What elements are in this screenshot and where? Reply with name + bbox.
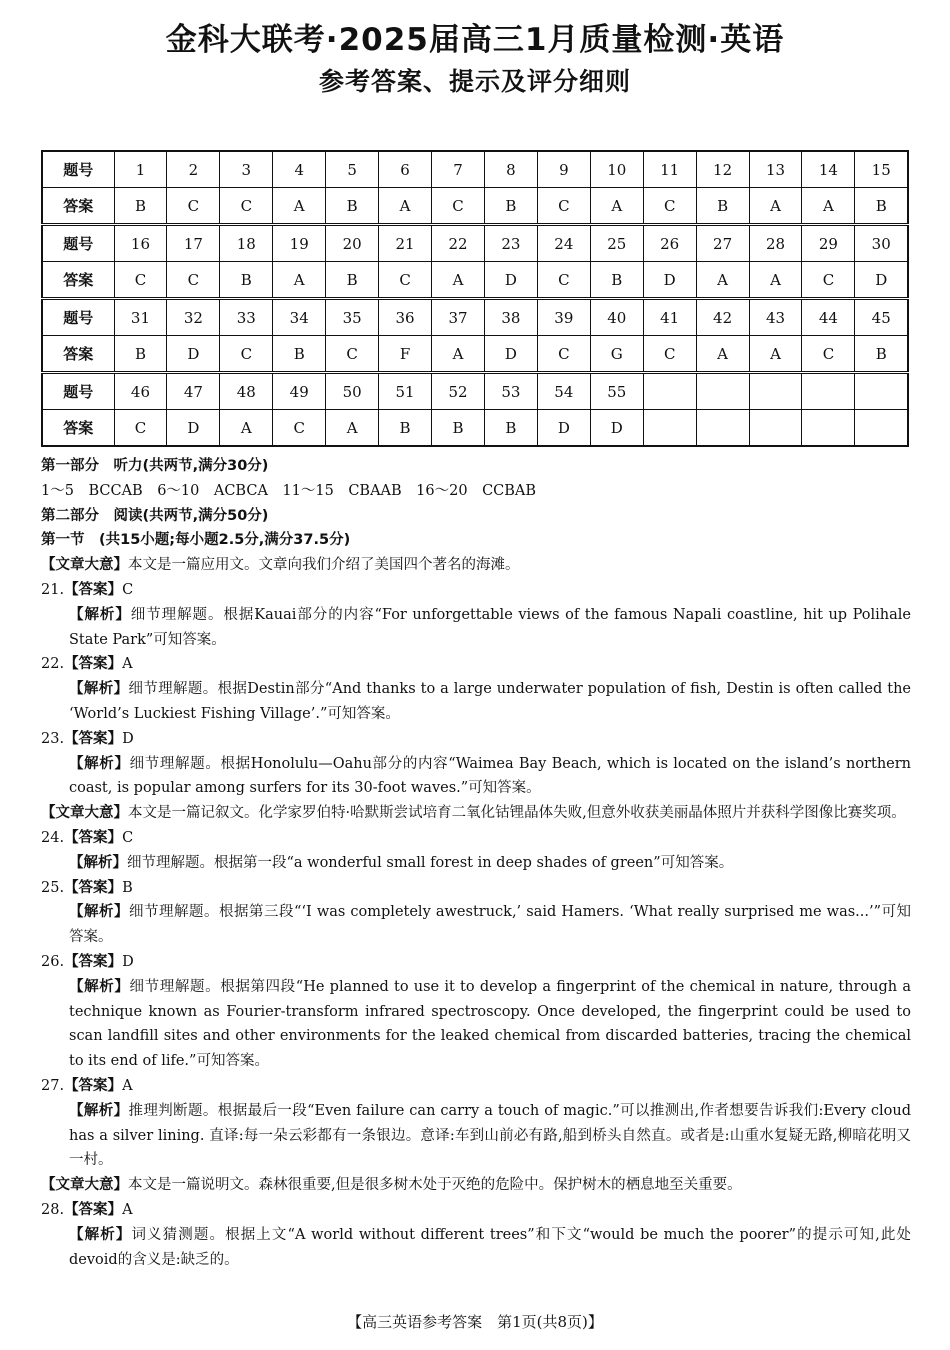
answer-cell: C [114, 410, 167, 447]
section1-heading: 第一节 (共15小题;每小题2.5分,满分37.5分) [41, 532, 351, 549]
answer-cell: B [273, 336, 326, 373]
number-cell: 35 [326, 299, 379, 336]
number-cell: 13 [749, 151, 802, 188]
answer-row-label: 答案 [42, 188, 114, 225]
answer-cell: C [114, 262, 167, 299]
answer-cell: D [855, 262, 908, 299]
answer-cell: B [432, 410, 485, 447]
answer-cell: C [537, 336, 590, 373]
part1-heading: 第一部分 听力(共两节,满分30分) [41, 458, 269, 474]
answer-cell: B [379, 410, 432, 447]
part1-answers: 1～5 BCCAB 6～10 ACBCA 11～15 CBAAB 16～20 CCBAB [41, 482, 537, 499]
answer-cell: D [484, 262, 537, 299]
number-cell: 6 [379, 151, 432, 188]
number-cell: 12 [696, 151, 749, 188]
number-cell: 24 [537, 225, 590, 262]
number-cell: 25 [590, 225, 643, 262]
answer-cell: B [696, 188, 749, 225]
answer-cell [696, 410, 749, 447]
number-cell: 38 [484, 299, 537, 336]
answer-cell: A [696, 262, 749, 299]
answer-cell: A [273, 262, 326, 299]
number-cell: 39 [537, 299, 590, 336]
answer-cell: A [432, 262, 485, 299]
answer-cell: B [114, 336, 167, 373]
number-cell: 20 [326, 225, 379, 262]
answer-cell: A [220, 410, 273, 447]
number-cell [855, 373, 908, 410]
table-row [42, 225, 908, 262]
answer-cell: C [167, 188, 220, 225]
number-cell: 31 [114, 299, 167, 336]
answer-cell [643, 410, 696, 447]
answer-cell: C [537, 188, 590, 225]
number-cell: 45 [855, 299, 908, 336]
passage-a-summary: 【文章大意】本文是一篇应用文。文章向我们介绍了美国四个著名的海滩。 [41, 557, 520, 574]
answer-row-label: 答案 [42, 410, 114, 447]
number-cell: 17 [167, 225, 220, 262]
number-cell: 4 [273, 151, 326, 188]
number-cell: 49 [273, 373, 326, 410]
number-cell: 23 [484, 225, 537, 262]
answer-cell: A [749, 336, 802, 373]
answer-row-label: 答案 [42, 336, 114, 373]
number-cell: 15 [855, 151, 908, 188]
number-cell: 5 [326, 151, 379, 188]
number-cell: 14 [802, 151, 855, 188]
number-cell: 3 [220, 151, 273, 188]
answer-cell: C [220, 336, 273, 373]
number-cell: 52 [432, 373, 485, 410]
answer-cell: D [590, 410, 643, 447]
number-cell: 16 [114, 225, 167, 262]
answer-table [41, 150, 909, 447]
answer-cell: B [326, 262, 379, 299]
table-row [42, 188, 908, 225]
answer-cell: C [802, 262, 855, 299]
number-cell [749, 373, 802, 410]
number-cell: 48 [220, 373, 273, 410]
answer-cell: A [749, 188, 802, 225]
q28-answer: 28.【答案】A [41, 1201, 133, 1218]
q24-analysis: 【解析】细节理解题。根据第一段“a wonderful small forest in deep shades of green”可知答案。 [69, 854, 734, 871]
number-cell [696, 373, 749, 410]
summary-label: 【文章大意】 [41, 557, 128, 574]
number-cell: 7 [432, 151, 485, 188]
answer-cell [802, 410, 855, 447]
answer-cell: A [273, 188, 326, 225]
answer-cell: C [537, 262, 590, 299]
answer-cell: G [590, 336, 643, 373]
answer-cell: A [696, 336, 749, 373]
answer-cell: D [167, 410, 220, 447]
answer-cell: D [537, 410, 590, 447]
passage-c-summary: 【文章大意】本文是一篇说明文。森林很重要,但是很多树木处于灭绝的危险中。保护树木的栖息地至关重要。 [41, 1177, 742, 1194]
number-cell [643, 373, 696, 410]
answer-cell: B [114, 188, 167, 225]
number-cell: 33 [220, 299, 273, 336]
table-row [42, 410, 908, 447]
number-cell: 36 [379, 299, 432, 336]
number-cell: 18 [220, 225, 273, 262]
answer-cell: F [379, 336, 432, 373]
number-cell: 22 [432, 225, 485, 262]
answer-cell: A [749, 262, 802, 299]
part2-heading: 第二部分 阅读(共两节,满分50分) [41, 507, 269, 524]
number-row-label: 题号 [42, 373, 114, 410]
answer-cell [749, 410, 802, 447]
answer-cell: C [273, 410, 326, 447]
answer-cell: B [326, 188, 379, 225]
passage-b-summary: 【文章大意】本文是一篇记叙文。化学家罗伯特·哈默斯尝试培育二氧化钴锂晶体失败,但意外收获美丽晶体照片并获科学图像比赛奖项。 [41, 805, 906, 822]
answer-cell: A [326, 410, 379, 447]
answer-cell: B [590, 262, 643, 299]
number-cell: 1 [114, 151, 167, 188]
answer-cell: D [484, 336, 537, 373]
q26-answer: 26.【答案】D [41, 953, 134, 970]
answer-cell: C [802, 336, 855, 373]
number-cell: 26 [643, 225, 696, 262]
answer-explanations [41, 454, 911, 1272]
answer-cell: C [326, 336, 379, 373]
number-row-label: 题号 [42, 225, 114, 262]
q22-analysis: 【解析】细节理解题。根据Destin部分“And thanks to a large underwater population of fish, Destin is often called the ‘World’s Luckiest Fishing Village’.”可知答案。 [69, 681, 912, 722]
answer-cell: B [484, 188, 537, 225]
number-cell: 27 [696, 225, 749, 262]
number-cell: 30 [855, 225, 908, 262]
answer-cell: C [643, 188, 696, 225]
answer-cell: C [379, 262, 432, 299]
number-cell: 2 [167, 151, 220, 188]
number-cell [802, 373, 855, 410]
page-footer: 【高三英语参考答案 第1页(共8页)】 [347, 1313, 603, 1331]
answer-row-label: 答案 [42, 262, 114, 299]
answer-cell: D [643, 262, 696, 299]
number-cell: 54 [537, 373, 590, 410]
number-cell: 55 [590, 373, 643, 410]
table-row [42, 299, 908, 336]
q21-analysis: 【解析】细节理解题。根据Kauai部分的内容“For unforgettable views of the famous Napali coastline, hit up Polihale State Park”可知答案。 [69, 606, 911, 648]
answer-cell: B [855, 336, 908, 373]
q26-analysis: 【解析】细节理解题。根据第四段“He planned to use it to develop a fingerprint of the chemical in nature, through a technique known as Fourier-transform infrared spectroscopy. Once developed, the fingerprint could be used to scan landfill sites and other environments for the leaked chemical from discarded batteries, tracing the chemical to its end of life.”可知答案。 [69, 978, 912, 1070]
q21-answer: 21.【答案】C [41, 581, 134, 598]
q23-analysis: 【解析】细节理解题。根据Honolulu—Oahu部分的内容“Waimea Bay Beach, which is located on the island’s northern coast, is popular among surfers for its 30-foot waves.”可知答案。 [69, 755, 912, 797]
number-cell: 9 [537, 151, 590, 188]
answer-cell: A [379, 188, 432, 225]
number-cell: 21 [379, 225, 432, 262]
answer-cell: D [167, 336, 220, 373]
number-cell: 28 [749, 225, 802, 262]
q27-answer: 27.【答案】A [41, 1077, 133, 1094]
q25-answer: 25.【答案】B [41, 879, 133, 896]
number-cell: 43 [749, 299, 802, 336]
number-row-label: 题号 [42, 151, 114, 188]
answer-cell: C [220, 188, 273, 225]
number-cell: 37 [432, 299, 485, 336]
answer-cell: B [855, 188, 908, 225]
number-cell: 34 [273, 299, 326, 336]
number-cell: 29 [802, 225, 855, 262]
page-title: 金科大联考·2025届高三1月质量检测·英语 [165, 22, 785, 58]
q23-answer: 23.【答案】D [41, 730, 134, 747]
q28-analysis: 【解析】词义猜测题。根据上文“A world without different trees”和下文“would be much the poorer”的提示可知,此处devoid的含义是:缺乏的。 [69, 1226, 911, 1268]
number-cell: 32 [167, 299, 220, 336]
answer-cell: A [432, 336, 485, 373]
q24-answer: 24.【答案】C [41, 829, 134, 846]
q25-analysis: 【解析】细节理解题。根据第三段“‘I was completely awestruck,’ said Hamers. ‘What really surprised me was...’”可知答案。 [69, 904, 912, 946]
answer-cell [855, 410, 908, 447]
q22-answer: 22.【答案】A [41, 656, 133, 673]
answer-cell: A [802, 188, 855, 225]
number-row-label: 题号 [42, 299, 114, 336]
table-row [42, 336, 908, 373]
answer-cell: B [220, 262, 273, 299]
answer-cell: C [167, 262, 220, 299]
table-row [42, 373, 908, 410]
number-cell: 42 [696, 299, 749, 336]
answer-cell: B [484, 410, 537, 447]
answer-cell: A [590, 188, 643, 225]
number-cell: 50 [326, 373, 379, 410]
number-cell: 19 [273, 225, 326, 262]
number-cell: 53 [484, 373, 537, 410]
number-cell: 47 [167, 373, 220, 410]
number-cell: 46 [114, 373, 167, 410]
answer-cell: C [432, 188, 485, 225]
number-cell: 40 [590, 299, 643, 336]
number-cell: 44 [802, 299, 855, 336]
number-cell: 8 [484, 151, 537, 188]
table-row [42, 151, 908, 188]
number-cell: 51 [379, 373, 432, 410]
q27-analysis: 【解析】推理判断题。根据最后一段“Even failure can carry a touch of magic.”可以推测出,作者想要告诉我们:Every cloud has a silver lining. 直译:每一朵云彩都有一条银边。意译:车到山前必有路,船到桥头自然直。或者是:山重水复疑无路,柳暗花明又一村。 [69, 1102, 912, 1169]
answer-cell: C [643, 336, 696, 373]
page-subtitle: 参考答案、提示及评分细则 [318, 67, 631, 96]
table-row [42, 262, 908, 299]
number-cell: 10 [590, 151, 643, 188]
number-cell: 11 [643, 151, 696, 188]
number-cell: 41 [643, 299, 696, 336]
